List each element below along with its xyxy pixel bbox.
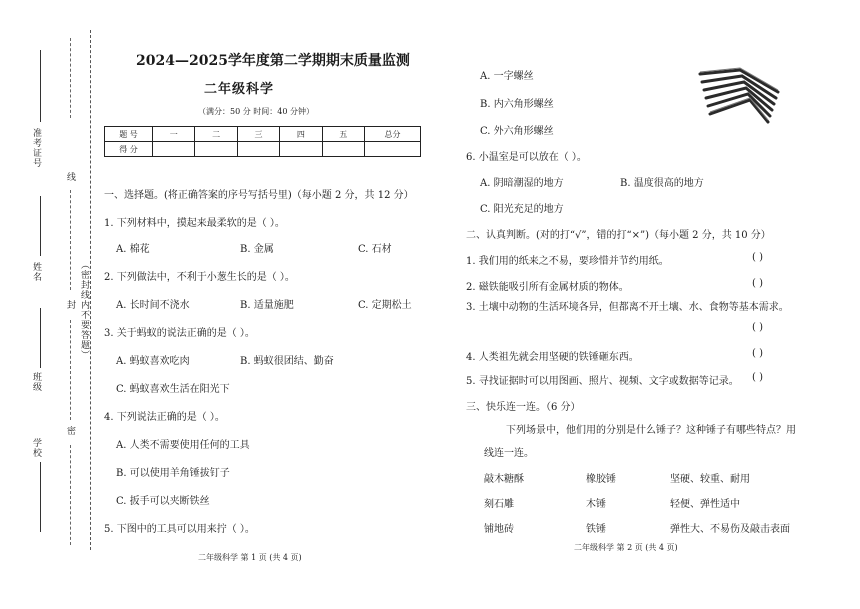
score-cell[interactable] xyxy=(195,142,237,157)
section2-heading: 二、认真判断。(对的打“√”，错的打“×”)（每小题 2 分，共 10 分） xyxy=(466,230,771,241)
answer-paren[interactable]: ( ) xyxy=(752,252,763,263)
score-cell[interactable] xyxy=(322,142,364,157)
school-label: 学校 xyxy=(31,438,41,458)
section3-heading: 三、快乐连一连。（6 分） xyxy=(466,402,581,413)
option: A. 长时间不浇水 xyxy=(116,300,190,311)
question-stem: 2. 下列做法中，不利于小葱生长的是（ ）。 xyxy=(104,272,295,283)
exam-info: （满分：50 分 时间：40 分钟） xyxy=(198,107,314,116)
match-feature[interactable]: 轻便、弹性适中 xyxy=(670,499,740,510)
class-field[interactable] xyxy=(40,308,41,368)
option: B. 适量施肥 xyxy=(240,300,294,311)
hex-key-set-icon xyxy=(692,60,788,130)
judge-item: 5. 寻找证据时可以用图画、照片、视频、文字或数据等记录。 xyxy=(466,376,739,387)
score-header-cell: 二 xyxy=(195,127,237,142)
section1-heading: 一、选择题。(将正确答案的序号写括号里)（每小题 2 分，共 12 分） xyxy=(104,190,414,201)
score-header-cell: 题 号 xyxy=(105,127,153,142)
match-hammer[interactable]: 木锤 xyxy=(586,499,606,510)
option: C. 蚂蚁喜欢生活在阳光下 xyxy=(116,384,230,395)
answer-paren[interactable]: ( ) xyxy=(752,372,763,383)
seal-dash xyxy=(70,320,71,420)
question-stem: 4. 下列说法正确的是（ ）。 xyxy=(104,412,225,423)
page-footer-1: 二年级科学 第 1 页 (共 4 页) xyxy=(198,553,302,562)
score-cell[interactable] xyxy=(153,142,195,157)
seal-xian-text: 线 xyxy=(65,172,75,182)
option: A. 棉花 xyxy=(116,244,150,255)
match-scene[interactable]: 刻石雕 xyxy=(484,499,514,510)
option: B. 可以使用羊角锤拔钉子 xyxy=(116,468,230,479)
option: C. 阳光充足的地方 xyxy=(480,204,564,215)
score-cell[interactable] xyxy=(365,142,421,157)
score-table-header-row xyxy=(105,127,421,142)
seal-dash xyxy=(70,190,71,290)
option: A. 蚂蚁喜欢吃肉 xyxy=(116,356,190,367)
answer-paren[interactable]: ( ) xyxy=(752,322,763,333)
class-label: 班级 xyxy=(31,372,41,392)
option: B. 蚂蚁很团结、勤奋 xyxy=(240,356,334,367)
score-header-cell: 三 xyxy=(237,127,279,142)
answer-paren[interactable]: ( ) xyxy=(752,278,763,289)
section3-prompt: 下列场景中，他们用的分别是什么锤子？这种锤子有哪些特点？用 xyxy=(506,425,796,436)
question-stem: 6. 小温室是可以放在（ ）。 xyxy=(466,152,587,163)
option: B. 金属 xyxy=(240,244,274,255)
score-row-label: 得 分 xyxy=(105,142,153,157)
judge-item: 2. 磁铁能吸引所有金属材质的物体。 xyxy=(466,282,629,293)
option: C. 扳手可以夹断铁丝 xyxy=(116,496,210,507)
admit-no-field[interactable] xyxy=(40,50,41,122)
judge-item: 1. 我们用的纸来之不易，要珍惜并节约用纸。 xyxy=(466,256,669,267)
answer-paren[interactable]: ( ) xyxy=(752,348,763,359)
section3-prompt: 线连一连。 xyxy=(484,448,534,459)
option: C. 石材 xyxy=(358,244,392,255)
exam-subject: 二年级科学 xyxy=(204,82,275,97)
score-header-cell: 总分 xyxy=(365,127,421,142)
seal-dash xyxy=(70,445,71,545)
page-footer-2: 二年级科学 第 2 页 (共 4 页) xyxy=(574,543,678,552)
score-header-cell: 四 xyxy=(280,127,322,142)
option: C. 定期松土 xyxy=(358,300,412,311)
match-hammer[interactable]: 橡胶锤 xyxy=(586,474,616,485)
admit-no-label: 准考证号 xyxy=(31,128,41,168)
seal-feng-text: 封 xyxy=(65,300,75,310)
option: A. 阴暗潮湿的地方 xyxy=(480,178,564,189)
score-table xyxy=(104,126,421,157)
match-scene[interactable]: 铺地砖 xyxy=(484,524,514,535)
match-feature[interactable]: 坚硬、较重、耐用 xyxy=(670,474,750,485)
exam-title: 2024—2025学年度第二学期期末质量监测 xyxy=(136,53,410,69)
option: B. 温度很高的地方 xyxy=(620,178,704,189)
question-stem: 5. 下图中的工具可以用来拧（ ）。 xyxy=(104,524,255,535)
name-field[interactable] xyxy=(40,196,41,256)
option: A. 一字螺丝 xyxy=(480,71,534,82)
question-stem: 3. 关于蚂蚁的说法正确的是（ ）。 xyxy=(104,328,255,339)
judge-item: 4. 人类祖先就会用坚硬的铁锤砸东西。 xyxy=(466,352,639,363)
match-scene[interactable]: 敲木糖酥 xyxy=(484,474,524,485)
option: B. 内六角形螺丝 xyxy=(480,99,554,110)
binding-margin xyxy=(0,0,95,609)
school-field[interactable] xyxy=(40,462,41,532)
score-cell[interactable] xyxy=(237,142,279,157)
seal-mi-text: 密 xyxy=(65,426,75,436)
score-header-cell: 五 xyxy=(322,127,364,142)
seal-dash xyxy=(70,38,71,118)
seal-notice: （密封线内不要答题） xyxy=(79,260,89,360)
name-label: 姓名 xyxy=(31,262,41,282)
match-feature[interactable]: 弹性大、不易伤及敲击表面 xyxy=(670,524,790,535)
judge-item: 3. 土壤中动物的生活环境各异，但都离不开土壤、水、食物等基本需求。 xyxy=(466,302,789,313)
score-header-cell: 一 xyxy=(153,127,195,142)
match-hammer[interactable]: 铁锤 xyxy=(586,524,606,535)
score-cell[interactable] xyxy=(280,142,322,157)
option: A. 人类不需要使用任何的工具 xyxy=(116,440,250,451)
score-table-score-row xyxy=(105,142,421,157)
option: C. 外六角形螺丝 xyxy=(480,126,554,137)
question-stem: 1. 下列材料中，摸起来最柔软的是（ ）。 xyxy=(104,218,285,229)
